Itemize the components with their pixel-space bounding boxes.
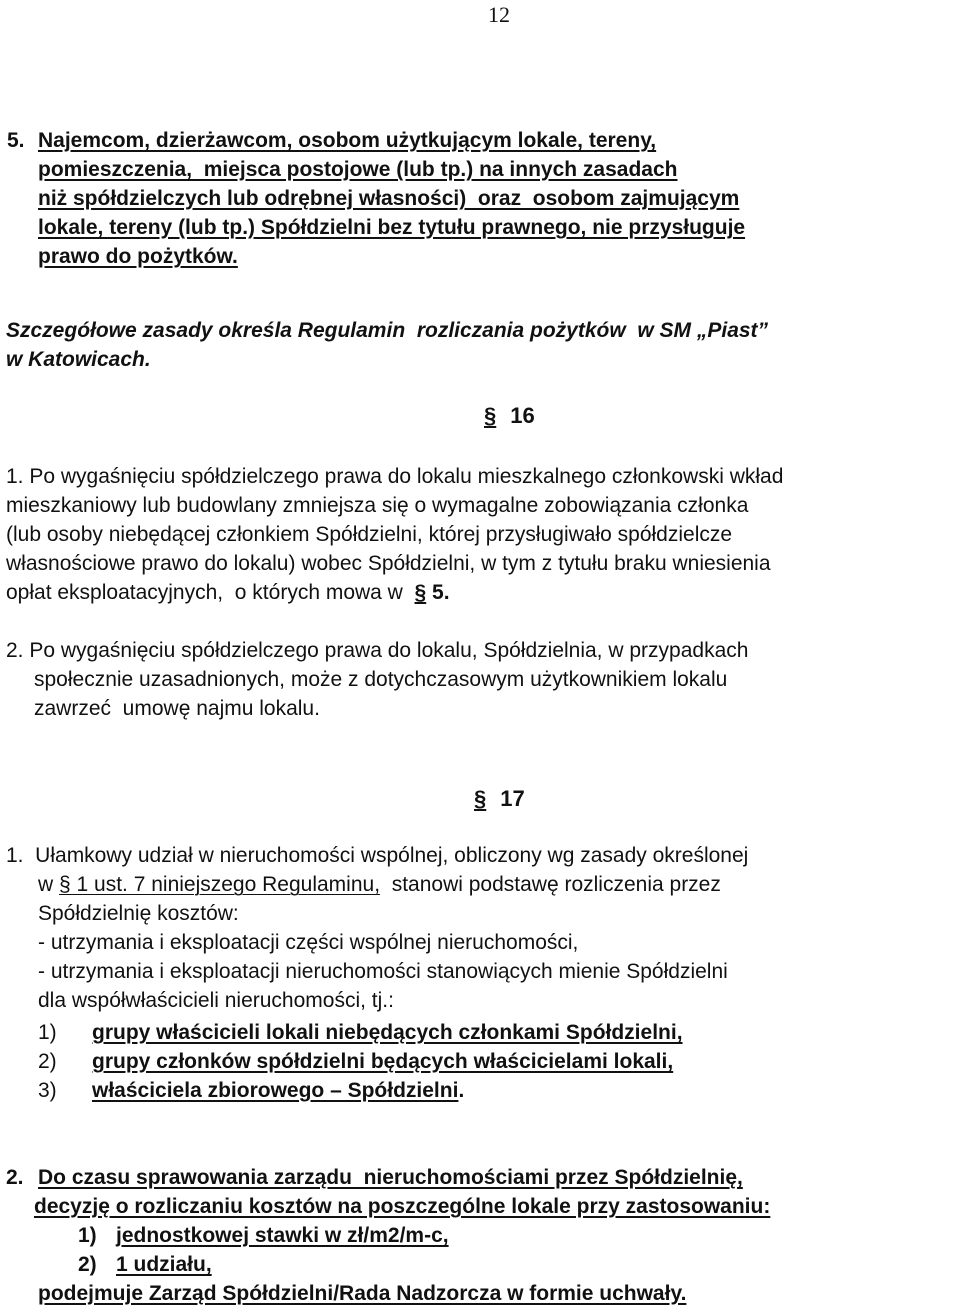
section-symbol: § xyxy=(474,786,487,811)
paragraph-line: (lub osoby niebędącej członkiem Spółdzielni, której przysługiwało spółdzielcze xyxy=(6,523,733,546)
item5-line: Najemcom, dzierżawcom, osobom użytkującym lokale, tereny, xyxy=(38,129,657,152)
group-item-text: właściciela zbiorowego – Spółdzielni xyxy=(92,1079,459,1102)
paragraph-line: mieszkaniowy lub budowlany zmniejsza się o wymagalne zobowiązania członka xyxy=(6,494,749,517)
option-item: 1 udziału, xyxy=(116,1253,212,1276)
page-number: 12 xyxy=(488,2,510,27)
note-line: w Katowicach. xyxy=(6,348,151,371)
paragraph-line: podejmuje Zarząd Spółdzielni/Rada Nadzorcza w formie uchwały. xyxy=(38,1282,687,1305)
section-17-heading xyxy=(474,785,525,813)
section-symbol: § xyxy=(484,403,497,428)
section-number: 17 xyxy=(500,786,525,811)
group-number: 2) xyxy=(38,1050,57,1073)
item5-line: pomieszczenia, miejsca postojowe (lub tp.) na innych zasadach xyxy=(38,158,678,181)
paragraph-line: decyzję o rozliczaniu kosztów na poszczególne lokale przy zastosowaniu: xyxy=(34,1195,771,1218)
paragraph-line: 1. Po wygaśnięciu spółdzielczego prawa do lokalu mieszkalnego członkowski wkład xyxy=(6,465,784,488)
group-item xyxy=(92,1078,464,1104)
option-number: 1) xyxy=(78,1224,97,1247)
group-item: grupy właścicieli lokali niebędących członkami Spółdzielni, xyxy=(92,1021,683,1044)
item5-line: lokale, tereny (lub tp.) Spółdzielni bez tytułu prawnego, nie przysługuje xyxy=(38,216,746,239)
option-item: jednostkowej stawki w zł/m2/m-c, xyxy=(116,1224,449,1247)
item5-number: 5. xyxy=(7,129,25,152)
paragraph-line: - utrzymania i eksploatacji nieruchomości stanowiących mienie Spółdzielni xyxy=(38,960,728,983)
regulation-reference: § 1 ust. 7 niniejszego Regulaminu, xyxy=(59,873,381,896)
paragraph-line: - utrzymania i eksploatacji części wspólnej nieruchomości, xyxy=(38,931,579,954)
paragraph-text: opłat eksploatacyjnych, o których mowa w xyxy=(6,581,415,604)
section-16-heading xyxy=(484,402,535,430)
group-number: 1) xyxy=(38,1021,57,1044)
paragraph-line: 1. Ułamkowy udział w nieruchomości wspólnej, obliczony wg zasady określonej xyxy=(6,844,749,867)
paragraph-line xyxy=(38,872,721,898)
item5-line: niż spółdzielczych lub odrębnej własności) oraz osobom zajmującym xyxy=(38,187,740,210)
paragraph-number: 2. xyxy=(6,1166,24,1189)
section-ref-symbol: § xyxy=(414,581,427,604)
paragraph-line: własnościowe prawo do lokalu) wobec Spółdzielni, w tym z tytułu braku wniesienia xyxy=(6,552,771,575)
paragraph-line: Spółdzielnię kosztów: xyxy=(38,902,239,925)
paragraph-line xyxy=(6,580,450,606)
section-ref-number: 5. xyxy=(426,581,450,604)
note-line: Szczegółowe zasady określa Regulamin rozliczania pożytków w SM „Piast” xyxy=(6,319,769,342)
paragraph-line: zawrzeć umowę najmu lokalu. xyxy=(34,697,320,720)
group-item-tail: . xyxy=(458,1079,465,1102)
paragraph-text: stanowi podstawę rozliczenia przez xyxy=(380,873,721,896)
group-item: grupy członków spółdzielni będących właścicielami lokali, xyxy=(92,1050,674,1073)
paragraph-line: 2. Po wygaśnięciu spółdzielczego prawa do lokalu, Spółdzielnia, w przypadkach xyxy=(6,639,749,662)
paragraph-line: Do czasu sprawowania zarządu nieruchomościami przez Spółdzielnię, xyxy=(38,1166,743,1189)
section-number: 16 xyxy=(510,403,535,428)
option-number: 2) xyxy=(78,1253,97,1276)
paragraph-line: dla współwłaścicieli nieruchomości, tj.: xyxy=(38,989,394,1012)
group-number: 3) xyxy=(38,1079,57,1102)
item5-line: prawo do pożytków. xyxy=(38,245,238,268)
paragraph-line: społecznie uzasadnionych, może z dotychczasowym użytkownikiem lokalu xyxy=(34,668,728,691)
paragraph-text: w xyxy=(38,873,59,896)
